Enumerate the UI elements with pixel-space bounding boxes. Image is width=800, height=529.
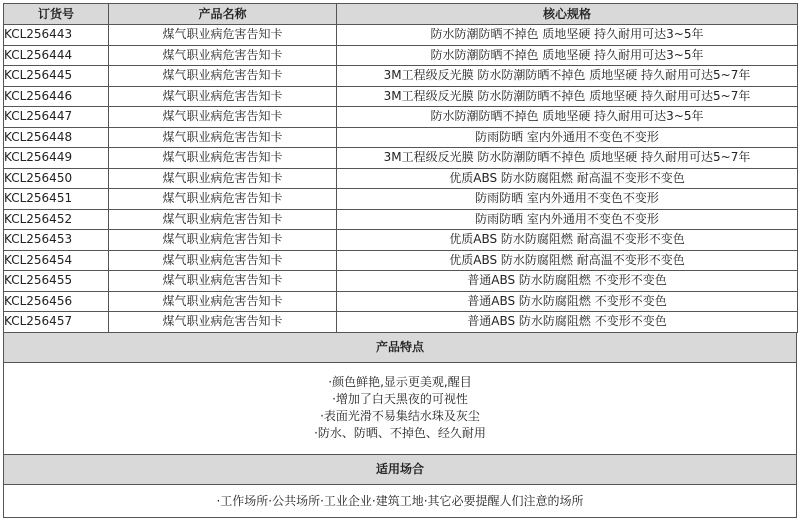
product-name-cell: 煤气职业病危害告知卡: [109, 291, 337, 312]
core-spec-cell: 防水防潮防晒不掉色 质地坚硬 持久耐用可达3~5年: [337, 25, 798, 46]
core-spec-cell: 普通ABS 防水防腐阻燃 不变形不变色: [337, 291, 798, 312]
product-name-cell: 煤气职业病危害告知卡: [109, 66, 337, 87]
order-number-cell: KCL256446: [4, 86, 109, 107]
product-name-cell: 煤气职业病危害告知卡: [109, 127, 337, 148]
core-spec-cell: 普通ABS 防水防腐阻燃 不变形不变色: [337, 312, 798, 333]
table-row: [4, 127, 798, 148]
usage-text: ·工作场所·公共场所·工业企业·建筑工地·其它必要提醒人们注意的场所: [3, 485, 797, 518]
order-number-cell: KCL256452: [4, 209, 109, 230]
core-spec-cell: 优质ABS 防水防腐阻燃 耐高温不变形不变色: [337, 250, 798, 271]
product-name-cell: 煤气职业病危害告知卡: [109, 312, 337, 333]
table-row: [4, 230, 798, 251]
core-spec-cell: 3M工程级反光膜 防水防潮防晒不掉色 质地坚硬 持久耐用可达5~7年: [337, 148, 798, 169]
table-row: [4, 271, 798, 292]
table-row: [4, 189, 798, 210]
table-row: [4, 168, 798, 189]
product-name-cell: 煤气职业病危害告知卡: [109, 189, 337, 210]
product-name-cell: 煤气职业病危害告知卡: [109, 168, 337, 189]
core-spec-cell: 优质ABS 防水防腐阻燃 耐高温不变形不变色: [337, 168, 798, 189]
order-number-cell: KCL256451: [4, 189, 109, 210]
order-number-cell: KCL256448: [4, 127, 109, 148]
features-heading: 产品特点: [3, 333, 797, 363]
product-name-cell: 煤气职业病危害告知卡: [109, 107, 337, 128]
order-number-cell: KCL256447: [4, 107, 109, 128]
core-spec-cell: 防雨防晒 室内外通用不变色不变形: [337, 209, 798, 230]
table-row: [4, 209, 798, 230]
order-number-cell: KCL256456: [4, 291, 109, 312]
product-name-cell: 煤气职业病危害告知卡: [109, 45, 337, 66]
order-number-cell: KCL256457: [4, 312, 109, 333]
product-spec-document: [3, 3, 797, 518]
core-spec-cell: 3M工程级反光膜 防水防潮防晒不掉色 质地坚硬 持久耐用可达5~7年: [337, 86, 798, 107]
table-row: [4, 148, 798, 169]
table-row: [4, 291, 798, 312]
core-spec-cell: 普通ABS 防水防腐阻燃 不变形不变色: [337, 271, 798, 292]
feature-item: ·颜色鲜艳,显示更美观,醒目: [328, 375, 472, 389]
order-number-cell: KCL256443: [4, 25, 109, 46]
table-body: [4, 25, 798, 333]
feature-item: ·表面光滑不易集结水珠及灰尘: [320, 409, 480, 423]
table-row: [4, 250, 798, 271]
header-core-spec: 核心规格: [337, 4, 798, 25]
order-number-cell: KCL256454: [4, 250, 109, 271]
usage-heading: 适用场合: [3, 455, 797, 485]
product-name-cell: 煤气职业病危害告知卡: [109, 250, 337, 271]
order-number-cell: KCL256455: [4, 271, 109, 292]
table-row: [4, 86, 798, 107]
header-order-number: 订货号: [4, 4, 109, 25]
core-spec-cell: 防雨防晒 室内外通用不变色不变形: [337, 127, 798, 148]
core-spec-cell: 优质ABS 防水防腐阻燃 耐高温不变形不变色: [337, 230, 798, 251]
product-name-cell: 煤气职业病危害告知卡: [109, 230, 337, 251]
spec-table: [3, 3, 798, 333]
table-row: [4, 45, 798, 66]
table-row: [4, 66, 798, 87]
feature-item: ·防水、防晒、不掉色、经久耐用: [314, 426, 486, 440]
feature-item: ·增加了白天黑夜的可视性: [332, 392, 468, 406]
order-number-cell: KCL256449: [4, 148, 109, 169]
product-name-cell: 煤气职业病危害告知卡: [109, 209, 337, 230]
core-spec-cell: 防雨防晒 室内外通用不变色不变形: [337, 189, 798, 210]
table-row: [4, 312, 798, 333]
order-number-cell: KCL256453: [4, 230, 109, 251]
core-spec-cell: 防水防潮防晒不掉色 质地坚硬 持久耐用可达3~5年: [337, 45, 798, 66]
core-spec-cell: 防水防潮防晒不掉色 质地坚硬 持久耐用可达3~5年: [337, 107, 798, 128]
table-row: [4, 25, 798, 46]
table-row: [4, 107, 798, 128]
product-name-cell: 煤气职业病危害告知卡: [109, 25, 337, 46]
core-spec-cell: 3M工程级反光膜 防水防潮防晒不掉色 质地坚硬 持久耐用可达5~7年: [337, 66, 798, 87]
product-name-cell: 煤气职业病危害告知卡: [109, 271, 337, 292]
order-number-cell: KCL256444: [4, 45, 109, 66]
order-number-cell: KCL256445: [4, 66, 109, 87]
product-name-cell: 煤气职业病危害告知卡: [109, 148, 337, 169]
table-header-row: [4, 4, 798, 25]
features-list: [3, 363, 797, 455]
order-number-cell: KCL256450: [4, 168, 109, 189]
header-product-name: 产品名称: [109, 4, 337, 25]
product-name-cell: 煤气职业病危害告知卡: [109, 86, 337, 107]
